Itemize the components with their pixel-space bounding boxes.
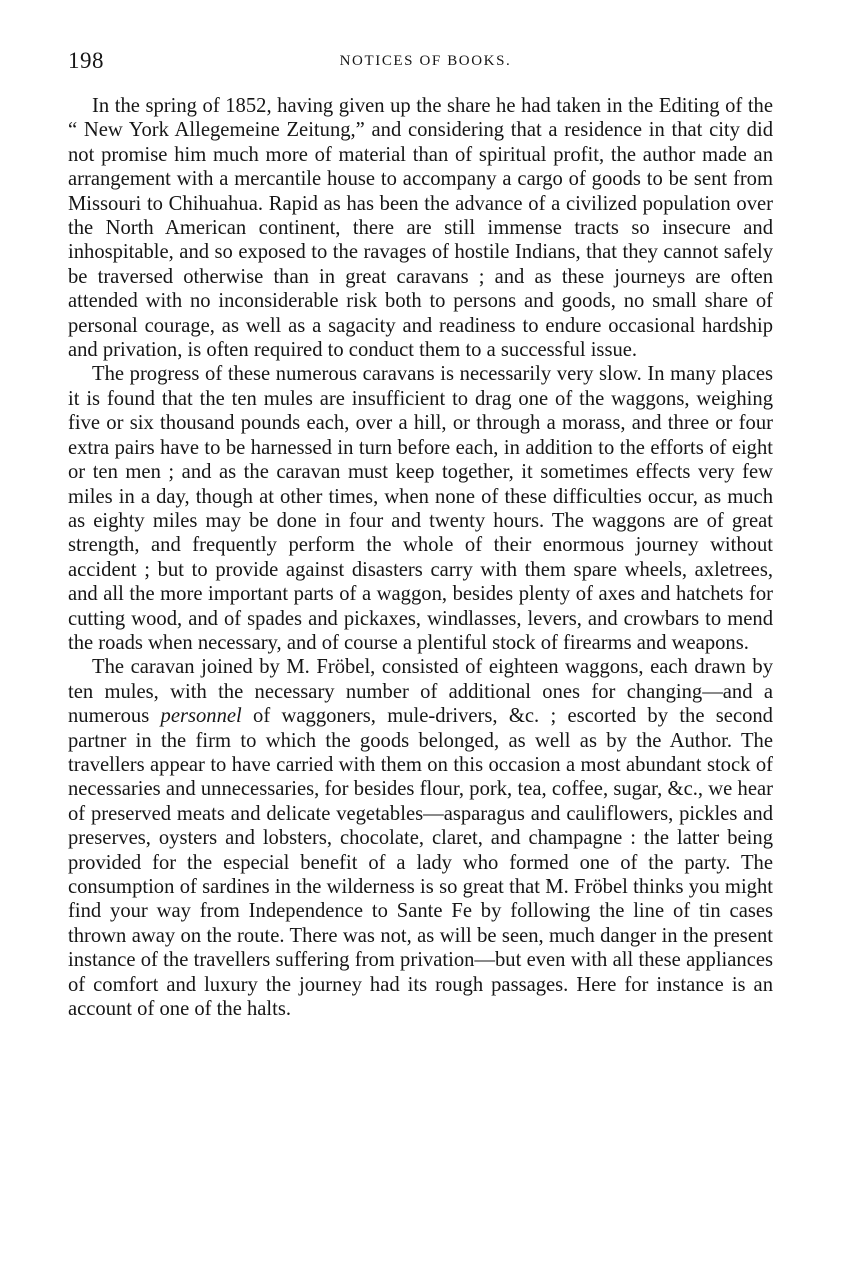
paragraph-spring-1852: In the spring of 1852, having given up the share he had taken in the Editing of the “ New York Allegemeine Zeitung,” and considering that a residence in that city did not promise him much more of material than of spiritual profit, the author made an arrangement with a mercantile house to accompany a cargo of goods to be sent from Missouri to Chihuahua. Rapid as has been the advance of a civilized population over the North American continent, there are still immense tracts so insecure and inhospitable, and so exposed to the ravages of hostile Indians, that they cannot safely be traversed otherwise than in great caravans ; and as these journeys are often attended with no inconsiderable risk both to persons and goods, no small share of personal courage, as well as a sagacity and readiness to endure occasional hardship and privation, is often required to conduct them to a successful issue.	[68, 95, 773, 362]
paragraph-text-before: The caravan joined by M. Fröbel, consisted of eighteen waggons, each drawn by ten mules, with the necessary number of additional ones for changing—and a numerous	[68, 656, 773, 728]
book-page	[68, 44, 773, 1021]
running-head	[68, 44, 773, 78]
page-number: 198	[68, 48, 104, 73]
paragraph-caravan-progress: The progress of these numerous caravans is necessarily very slow. In many places it is found that the ten mules are insufficient to drag one of the waggons, weighing five or six thousand pounds each, over a hill, or through a morass, and three or four extra pairs have to be harnessed in turn before each, in addition to the efforts of eight or ten men ; and as the caravan must keep together, it sometimes effects very few miles in a day, though at other times, when none of these difficulties occur, as much as eighty miles may be done in four and twenty hours. The waggons are of great strength, and frequently perform the whole of their enormous journey without accident ; but to provide against disasters carry with them spare wheels, axletrees, and all the more important parts of a waggon, besides plenty of axes and hatchets for cutting wood, and of spades and pickaxes, windlasses, levers, and crowbars to mend the roads when necessary, and of course a plentiful stock of firearms and weapons.	[68, 363, 773, 654]
running-title: NOTICES OF BOOKS.	[339, 53, 512, 69]
paragraph-text-after: of waggoners, mule-drivers, &c. ; escorted by the second partner in the firm to which the goods belonged, as well as by the Author. The travellers appear to have carried with them on this occasion a most abundant stock of necessaries and unnecessaries, for besides flour, pork, tea, coffee, sugar, &c., we hear of preserved meats and delicate vegetables—asparagus and cauliflowers, pickles and preserves, oysters and lobsters, chocolate, claret, and champagne : the latter being provided for the especial benefit of a lady who formed one of the party. The consumption of sardines in the wilderness is so great that M. Fröbel thinks you might find your way from Independence to Sante Fe by following the line of tin cases thrown away on the route. There was not, as will be seen, much danger in the present instance of the travellers suffering from privation—but even with all these appliances of comfort and luxury the journey had its rough passages. Here for instance is an account of one of the halts.	[68, 705, 773, 1021]
italic-word-personnel: personnel	[160, 705, 242, 728]
paragraph-caravan-party	[68, 655, 773, 1021]
body-text	[68, 94, 773, 1021]
